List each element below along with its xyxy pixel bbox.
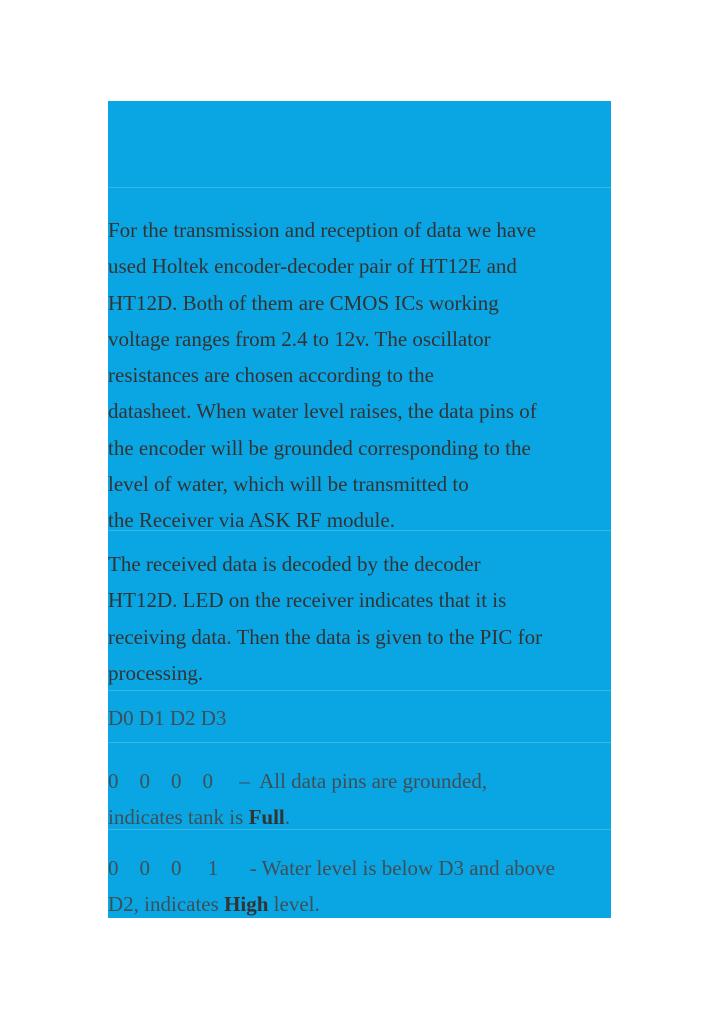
truth-row-full [108, 743, 611, 830]
text-line: HT12D. LED on the receiver indicates that it is [108, 588, 507, 613]
truth-row-high [108, 830, 611, 918]
level-high-label: High [224, 892, 269, 917]
top-spacer [108, 101, 611, 188]
row-desc-text: indicates tank is Full. [108, 805, 290, 830]
text-line: level of water, which will be transmitted to [108, 472, 469, 497]
text-line: processing. [108, 660, 204, 685]
paragraph-transmission [108, 188, 611, 531]
text-line: HT12D. Both of them are CMOS ICs working [108, 290, 499, 315]
text-line: receiving data. Then the data is given to the PIC for [108, 624, 543, 649]
row-code-text: 0 0 0 0 – All data pins are grounded, [108, 769, 488, 793]
text-line: datasheet. When water level raises, the data pins of [108, 399, 537, 424]
row-desc-text: D2, indicates High level. [108, 892, 320, 917]
row-code-text: 0 0 0 1 - Water level is below D3 and above [108, 856, 555, 880]
text-line: The received data is decoded by the decoder [108, 552, 481, 576]
content-panel [108, 101, 611, 918]
paragraph-reception [108, 531, 611, 691]
text-line: voltage ranges from 2.4 to 12v. The oscillator [108, 326, 491, 351]
text-line: the encoder will be grounded corresponding to the [108, 435, 531, 460]
pin-header-text: D0 D1 D2 D3 [108, 706, 227, 730]
text-line: resistances are chosen according to the [108, 363, 434, 388]
text-line: For the transmission and reception of data we have [108, 218, 537, 242]
text-line: the Receiver via ASK RF module. [108, 508, 395, 533]
text-line: used Holtek encoder-decoder pair of HT12E and [108, 254, 517, 279]
pin-header [108, 691, 611, 743]
level-full-label: Full [248, 805, 285, 830]
